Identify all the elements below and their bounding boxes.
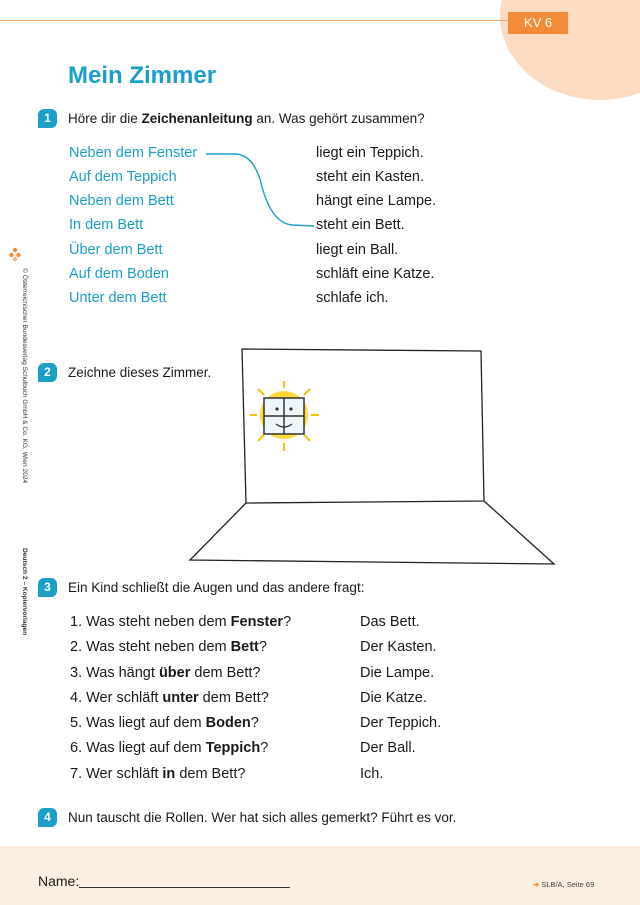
task-number-3: 3 xyxy=(38,578,57,597)
answer-item: Die Katze. xyxy=(360,690,427,706)
page-title: Mein Zimmer xyxy=(68,62,217,89)
task1-instruction: Höre dir die Zeichenanleitung an. Was gehört zusammen? xyxy=(68,111,425,126)
task-number-1: 1 xyxy=(38,109,57,128)
task3-instruction: Ein Kind schließt die Augen und das andere fragt: xyxy=(68,580,365,595)
book-title-text: Deutsch 2 – Kopiervorlagen xyxy=(21,548,28,636)
right-phrase: steht ein Kasten. xyxy=(316,169,425,185)
answer-item: Der Kasten. xyxy=(360,639,437,655)
name-label: Name: xyxy=(38,873,80,889)
right-phrase: liegt ein Ball. xyxy=(316,242,399,258)
task-number-4: 4 xyxy=(38,808,57,827)
page-reference: ➔ SLB/A, Seite 69 xyxy=(533,880,595,889)
answer-item: Der Teppich. xyxy=(360,715,442,731)
kv-badge: KV 6 xyxy=(508,12,568,34)
task-number-2: 2 xyxy=(38,363,57,382)
arrow-right-icon: ➔ xyxy=(533,880,540,889)
room-floor xyxy=(190,501,554,564)
left-phrase: Auf dem Boden xyxy=(69,266,169,282)
answer-item: Das Bett. xyxy=(360,614,420,630)
name-write-line[interactable] xyxy=(79,887,290,888)
right-phrase: steht ein Bett. xyxy=(316,217,405,233)
publisher-logo-icon xyxy=(8,246,22,262)
copyright-text: © Österreichischer Bundesverlag Schulbuch GmbH & Co. KG, Wien 2024 xyxy=(21,268,28,484)
answer-item: Ich. xyxy=(360,766,384,782)
window-icon xyxy=(264,398,304,434)
question-item: 5. Was liegt auf dem Boden? xyxy=(70,715,259,731)
left-phrase: Unter dem Bett xyxy=(69,290,167,306)
room-drawing xyxy=(188,345,558,570)
left-phrase: In dem Bett xyxy=(69,217,144,233)
answer-item: Der Ball. xyxy=(360,740,416,756)
question-item: 4. Wer schläft unter dem Bett? xyxy=(70,690,269,706)
right-phrase: hängt eine Lampe. xyxy=(316,193,437,209)
left-phrase: Über dem Bett xyxy=(69,242,163,258)
right-phrase: schlafe ich. xyxy=(316,290,389,306)
footer xyxy=(0,846,640,905)
task4-instruction: Nun tauscht die Rollen. Wer hat sich alles gemerkt? Führt es vor. xyxy=(68,810,457,825)
question-item: 3. Was hängt über dem Bett? xyxy=(70,665,261,681)
left-phrase: Neben dem Bett xyxy=(69,193,174,209)
left-phrase: Neben dem Fenster xyxy=(69,145,198,161)
left-phrase: Auf dem Teppich xyxy=(69,169,177,185)
example-connector-line xyxy=(200,145,320,235)
right-phrase: schläft eine Katze. xyxy=(316,266,435,282)
question-item: 2. Was steht neben dem Bett? xyxy=(70,639,267,655)
question-item: 6. Was liegt auf dem Teppich? xyxy=(70,740,269,756)
question-item: 1. Was steht neben dem Fenster? xyxy=(70,614,292,630)
header-rule xyxy=(0,20,520,21)
task2-instruction: Zeichne dieses Zimmer. xyxy=(68,365,212,380)
answer-item: Die Lampe. xyxy=(360,665,435,681)
right-phrase: liegt ein Teppich. xyxy=(316,145,424,161)
question-item: 7. Wer schläft in dem Bett? xyxy=(70,766,246,782)
